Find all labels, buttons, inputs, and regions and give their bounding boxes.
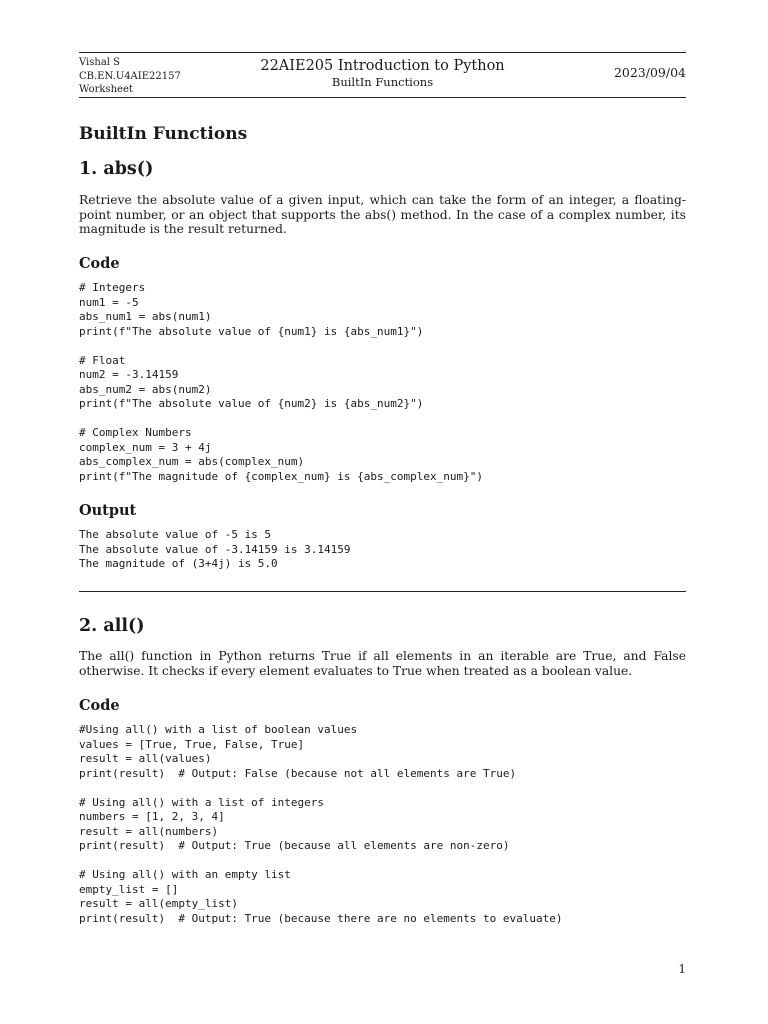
code-block-all: #Using all() with a list of boolean values values = [True, True, False, True] result = all(values) print(result) # Output: False (because not all elements are True) # Using all() with a list of integers numbers = [1, 2, 3, 4] result = all(numbers) print(result) # Output: True (because all elements are non-zero) # Using all() with an empty list empty_list = [] result = all(empty_list) print(result) # Output: True (because there are no elements to evaluate)	[79, 723, 563, 925]
author-name: Vishal S	[79, 57, 121, 68]
page-number: 1	[678, 962, 686, 976]
section-description-all: The all() function in Python returns True if all elements in an iterable are True, and False otherwise. It checks if every element evaluates to True when treated as a boolean value.	[79, 649, 686, 678]
output-block-abs: The absolute value of -5 is 5 The absolute value of -3.14159 is 3.14159 The magnitude of (3+4j) is 5.0	[79, 528, 351, 570]
code-label-all: Code	[79, 697, 120, 714]
section-heading-all: 2. all()	[79, 616, 145, 636]
code-label-abs: Code	[79, 255, 120, 272]
code-block-abs: # Integers num1 = -5 abs_num1 = abs(num1) print(f"The absolute value of {num1} is {abs_num1}") # Float num2 = -3.14159 abs_num2 = abs(num2) print(f"The absolute value of {num2} is {abs_num2}") # Complex Numbers complex_num = 3 + 4j abs_complex_num = abs(complex_num) print(f"The magnitude of {complex_num} is {abs_complex_num}")	[79, 281, 483, 483]
header-bottom-rule	[79, 97, 686, 98]
header-date: 2023/09/04	[613, 65, 686, 80]
header-subtitle: BuiltIn Functions	[331, 75, 434, 89]
page-title: BuiltIn Functions	[79, 124, 248, 144]
output-label-abs: Output	[79, 502, 137, 519]
course-title: 22AIE205 Introduction to Python	[260, 58, 505, 74]
header-top-rule	[79, 52, 686, 53]
section-divider	[79, 591, 686, 592]
document-type: Worksheet	[79, 84, 133, 95]
header-course-info	[79, 57, 686, 89]
roll-number: CB.EN.U4AIE22157	[79, 70, 181, 82]
document-page	[79, 0, 686, 1024]
section-description-abs: Retrieve the absolute value of a given input, which can take the form of an integer, a floating-point number, or an object that supports the abs() method. In the case of a complex number, its magnitude is the result returned.	[79, 193, 686, 236]
section-heading-abs: 1. abs()	[79, 159, 154, 179]
